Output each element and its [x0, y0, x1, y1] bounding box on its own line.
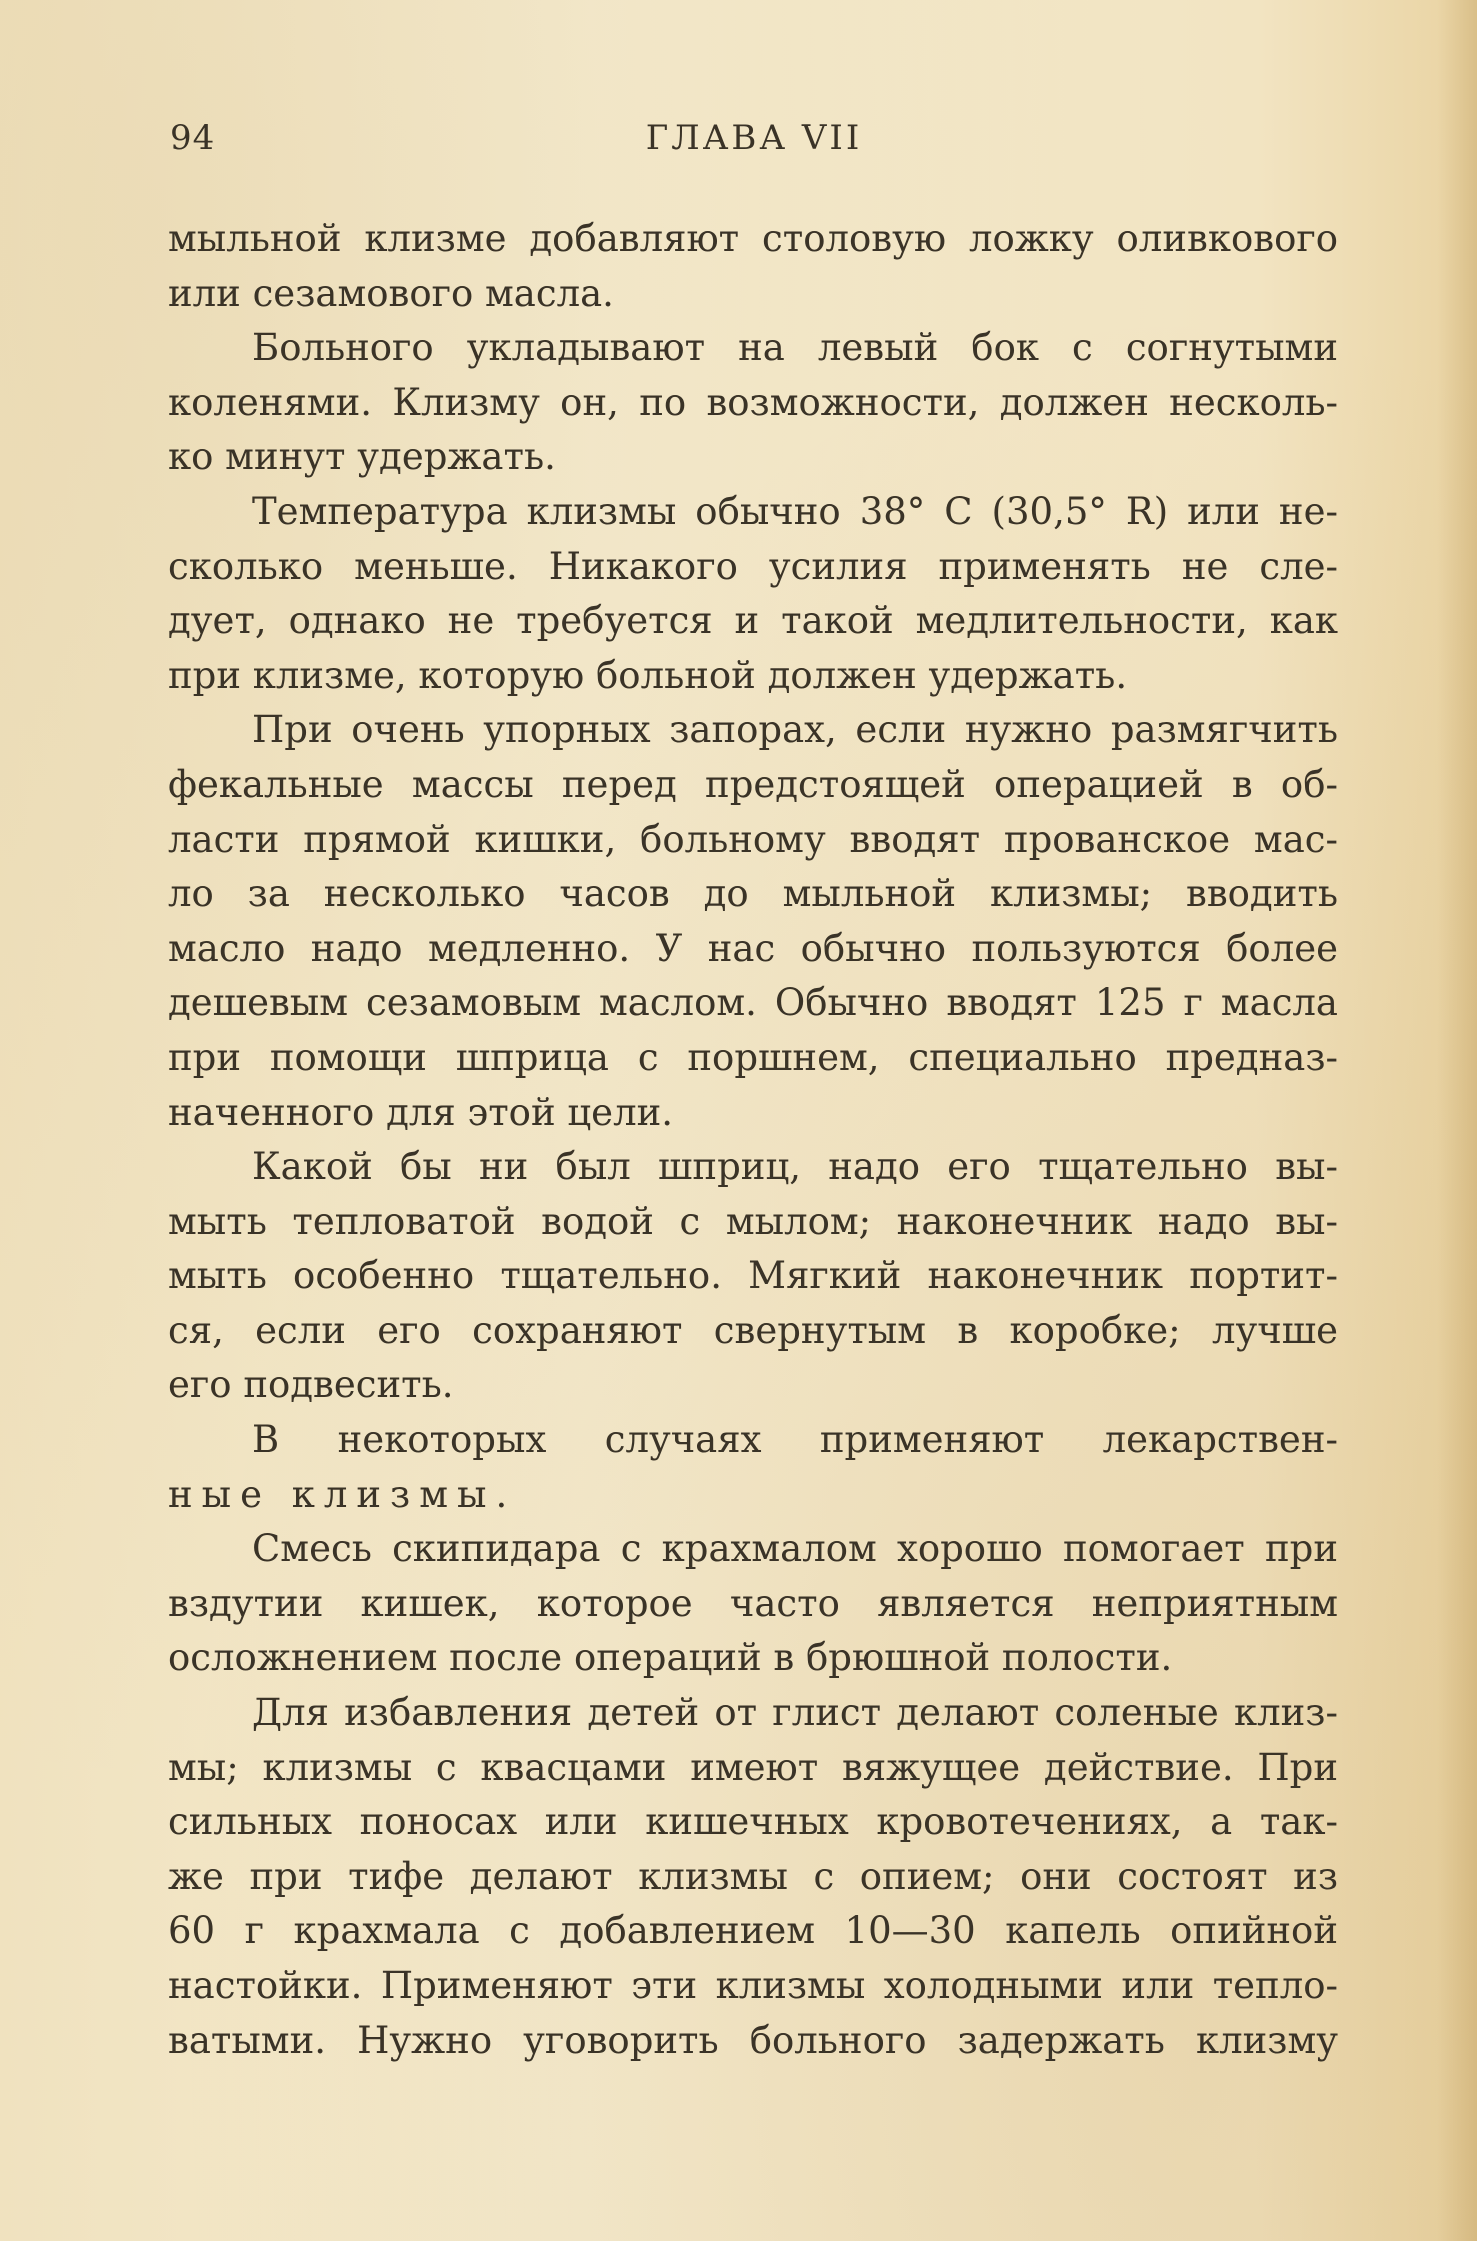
text-line: ласти прямой кишки, больному вводят прованское мас-: [168, 817, 1338, 861]
text-line: ся, если его сохраняют свернутым в коробке; лучше: [168, 1308, 1338, 1352]
text-line: масло надо медленно. У нас обычно пользуются более: [168, 926, 1338, 970]
text-line: сколько меньше. Никакого усилия применять не сле-: [168, 544, 1338, 588]
text-line: мыть особенно тщательно. Мягкий наконечник портит-: [168, 1254, 1338, 1298]
text-line: ло за несколько часов до мыльной клизмы; вводить: [168, 872, 1338, 916]
text-line: осложнением после операций в брюшной полости.: [168, 1636, 1173, 1680]
paragraph: [168, 321, 1338, 485]
paragraph: [168, 1140, 1338, 1413]
running-head: ГЛАВА VII: [645, 118, 863, 158]
text-line: мы; клизмы с квасцами имеют вяжущее действие. При: [168, 1745, 1338, 1789]
text-line: же при тифе делают клизмы с опием; они состоят из: [168, 1854, 1338, 1898]
text-line: Для избавления детей от глист делают соленые клиз-: [252, 1691, 1338, 1735]
text-line: его подвесить.: [168, 1363, 454, 1407]
text-line: При очень упорных запорах, если нужно размягчить: [252, 708, 1338, 752]
text-line: настойки. Применяют эти клизмы холодными или тепло-: [168, 1964, 1338, 2007]
paragraph: [168, 485, 1338, 703]
text-line: Больного укладывают на левый бок с согнутыми: [252, 326, 1338, 370]
text-line: наченного для этой цели.: [168, 1090, 673, 1134]
paragraph: [168, 1522, 1338, 1686]
text-line: Какой бы ни был шприц, надо его тщательно вы-: [252, 1145, 1338, 1189]
text-line: ватыми. Нужно уговорить больного задержать клизму: [168, 2018, 1338, 2062]
text-line: сильных поносах или кишечных кровотечениях, а так-: [168, 1800, 1338, 1844]
page-header: [170, 118, 1338, 178]
paragraph: [168, 1413, 1338, 1522]
page-number: 94: [170, 118, 216, 158]
paragraph: [168, 703, 1338, 1140]
text-line: при клизме, которую больной должен удержать.: [168, 653, 1128, 697]
text-line: дует, однако не требуется и такой медлительности, как: [168, 599, 1338, 643]
text-line: фекальные массы перед предстоящей операцией в об-: [168, 762, 1338, 806]
text-line: дешевым сезамовым маслом. Обычно вводят 125 г масла: [168, 981, 1338, 1025]
paragraph: [168, 1686, 1338, 2068]
text-line: ные клизмы.: [168, 1472, 517, 1516]
body-text: [168, 212, 1338, 2068]
text-line: Температура клизмы обычно 38° С (30,5° R) или не-: [252, 489, 1338, 533]
text-line: ко минут удержать.: [168, 435, 556, 479]
text-line: при помощи шприца с поршнем, специально предназ-: [168, 1035, 1338, 1079]
paragraph: [168, 212, 1338, 321]
text-line: В некоторых случаях применяют лекарствен-: [252, 1418, 1338, 1462]
text-line: коленями. Клизму он, по возможности, должен несколь-: [168, 380, 1338, 424]
text-line: вздутии кишек, которое часто является неприятным: [168, 1581, 1338, 1625]
text-line: мыльной клизме добавляют столовую ложку оливкового: [168, 217, 1338, 260]
text-line: 60 г крахмала с добавлением 10—30 капель опийной: [168, 1909, 1338, 1953]
text-line: Смесь скипидара с крахмалом хорошо помогает при: [252, 1527, 1338, 1571]
text-line: мыть тепловатой водой с мылом; наконечник надо вы-: [168, 1199, 1338, 1243]
text-line: или сезамового масла.: [168, 271, 614, 315]
